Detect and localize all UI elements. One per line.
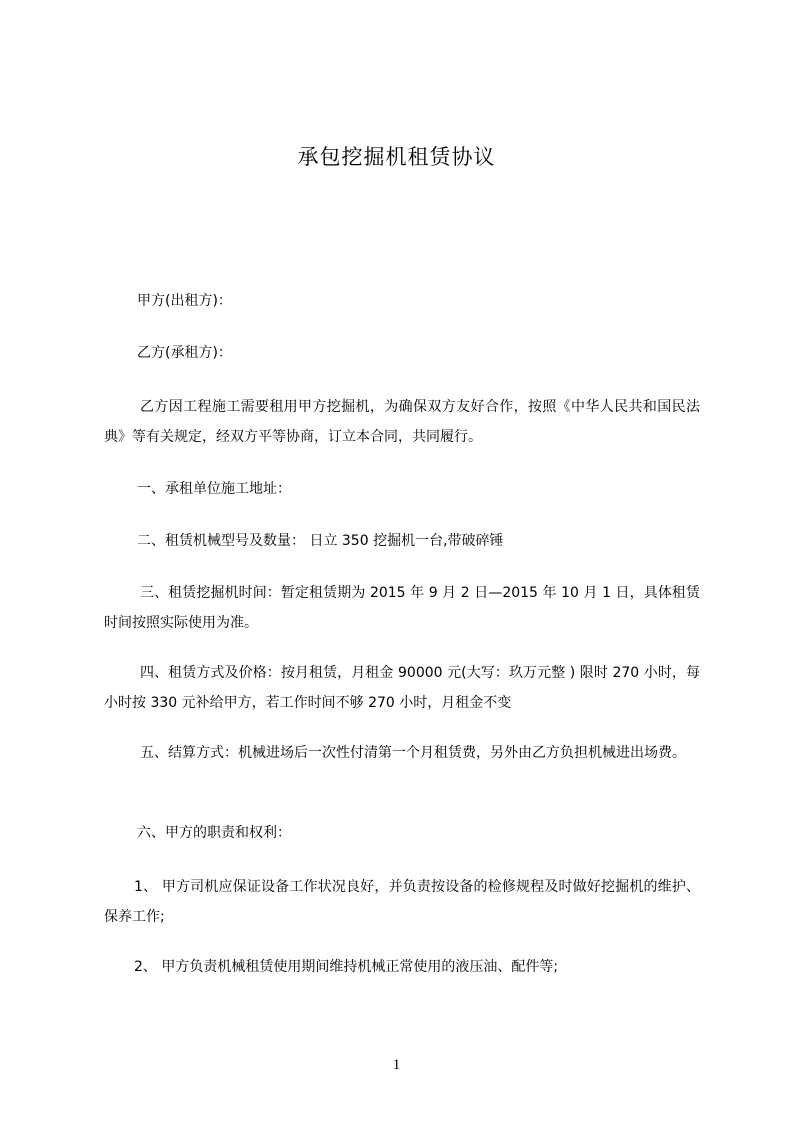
clause-6-item-1: 1、 甲方司机应保证设备工作状况良好，并负责按设备的检修规程及时做好挖掘机的维护、保养工作;	[104, 879, 700, 925]
clause-3-rental-period: 三、租赁挖掘机时间：暂定租赁期为 2015 年 9 月 2 日—2015 年 10 月 1 日，具体租赁时间按照实际使用为准。	[104, 585, 700, 631]
page-number: 1	[392, 1057, 401, 1073]
clause-6-party-a-duties: 六、甲方的职责和权利：	[137, 825, 291, 841]
party-a-line: 甲方(出租方)：	[137, 293, 232, 309]
clause-2-machine-model: 二、租赁机械型号及数量： 日立 350 挖掘机一台,带破碎锤	[137, 533, 504, 549]
clause-5-settlement: 五、结算方式：机械进场后一次性付清第一个月租赁费，另外由乙方负担机械进出场费。	[140, 745, 686, 761]
clause-4-rental-price: 四、租赁方式及价格：按月租赁，月租金 90000 元(大写：玖万元整 ) 限时 270 小时，每小时按 330 元补给甲方，若工作时间不够 270 小时，月租金不变	[104, 665, 700, 711]
document-title: 承包挖掘机租赁协议	[297, 145, 496, 169]
party-b-line: 乙方(承租方)：	[137, 345, 232, 361]
preamble-paragraph: 乙方因工程施工需要租用甲方挖掘机，为确保双方友好合作，按照《中华人民共和国民法典》等有关规定，经双方平等协商，订立本合同，共同履行。	[104, 399, 700, 445]
clause-6-item-2: 2、 甲方负责机械租赁使用期间维持机械正常使用的液压油、配件等;	[134, 959, 559, 975]
clause-1-site-address: 一、承租单位施工地址：	[137, 481, 291, 497]
